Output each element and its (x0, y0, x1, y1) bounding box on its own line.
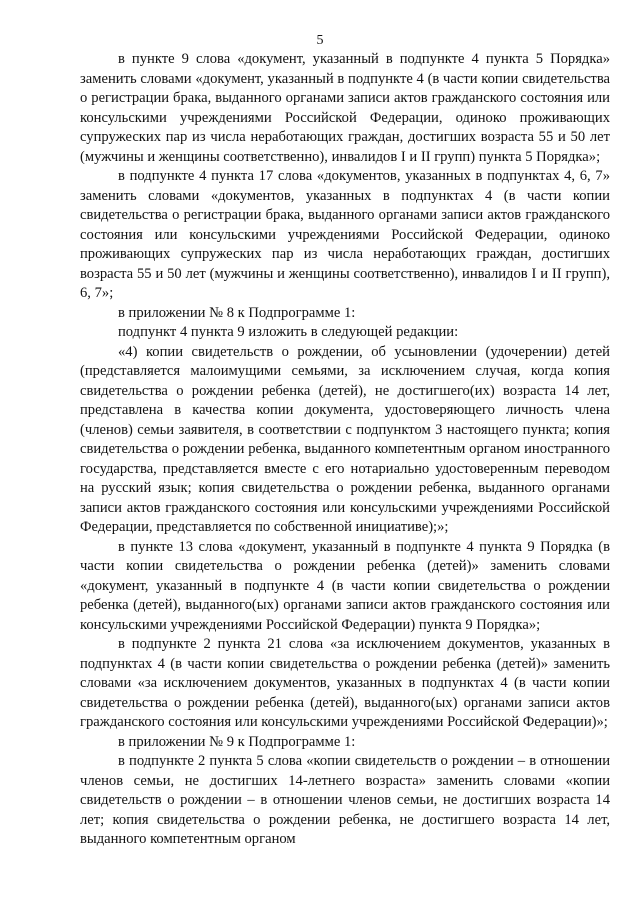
paragraph: в пункте 13 слова «документ, указанный в подпункте 4 пункта 9 Порядка (в части копии свидетельства о рождении ребенка (детей)» заменить словами «документ, указанный в подпункте 4 (в части копии свидетельства о рождении ребенка (детей), выданного(ых) органами записи актов гражданского состояния или консульскими учреждениями Российской Федерации) пункта 9 Порядка»; (80, 538, 610, 633)
paragraph: подпункт 4 пункта 9 изложить в следующей редакции: (118, 324, 459, 340)
paragraph: в приложении № 9 к Подпрограмме 1: (118, 733, 356, 750)
paragraph: «4) копии свидетельств о рождении, об усыновлении (удочерении) детей (представляется малоимущими семьями, за исключением случая, когда копия свидетельства о рождении ребенка (детей), не достигшего(их) возраста 14 лет, представлена в качества копии документа, удостоверяющего личность члена (членов) семьи заявителя, в соответствии с подпунктом 3 настоящего пункта; копия свидетельства о рождении ребенка, выданного компетентным органом иностранного государства, представляется вместе с его нотариально удостоверенным переводом на русский язык; копия свидетельства о рождении ребенка, выданного органами записи актов гражданского состояния или консульскими учреждениями Российской Федерации, представляется по собственной инициативе);»; (80, 343, 610, 535)
paragraph: в пункте 9 слова «документ, указанный в подпункте 4 пункта 5 Порядка» заменить словами «документ, указанный в подпункте 4 (в части копии свидетельства о регистрации брака, выданного органами записи актов гражданского состояния или консульскими учреждениями Российской Федерации, одиноко проживающих супружеских пар из числа неработающих граждан, достигших возраста 55 и 50 лет (мужчины и женщины соответственно), инвалидов I и II групп) пункта 5 Порядка»; (80, 51, 610, 165)
page-number: 5 (316, 33, 324, 48)
paragraph: в подпункте 2 пункта 21 слова «за исключением документов, указанных в подпунктах 4 (в части копии свидетельства о рождении ребенка (детей)» заменить словами «за исключением документов, указанных в подпунктах 4 (в части копии свидетельства о рождении ребенка (детей), выданного(ых) органами записи актов гражданского состояния или консульскими учреждениями Российской Федерации)»; (80, 636, 610, 730)
paragraph: в приложении № 8 к Подпрограмме 1: (118, 304, 356, 321)
paragraph: в подпункте 2 пункта 5 слова «копии свидетельств о рождении – в отношении членов семьи, не достигших 14-летнего возраста» заменить словами «копии свидетельств о рождении – в отношении членов семьи, не достигших возраста 14 лет; копия свидетельства о рождении ребенка, не достигшего возраста 14 лет, выданного компетентным органом (80, 753, 610, 847)
paragraph: в подпункте 4 пункта 17 слова «документов, указанных в подпунктах 4, 6, 7» заменить словами «документов, указанных в подпунктах 4 (в части копии свидетельства о регистрации брака, выданного органами записи актов гражданского состояния или консульскими учреждениями Российской Федерации, одиноко проживающих супружеских пар из числа неработающих граждан, достигших возраста 55 и 50 лет (мужчины и женщины соответственно), инвалидов I и II групп), 6, 7»; (80, 168, 610, 301)
document-body (80, 50, 610, 850)
